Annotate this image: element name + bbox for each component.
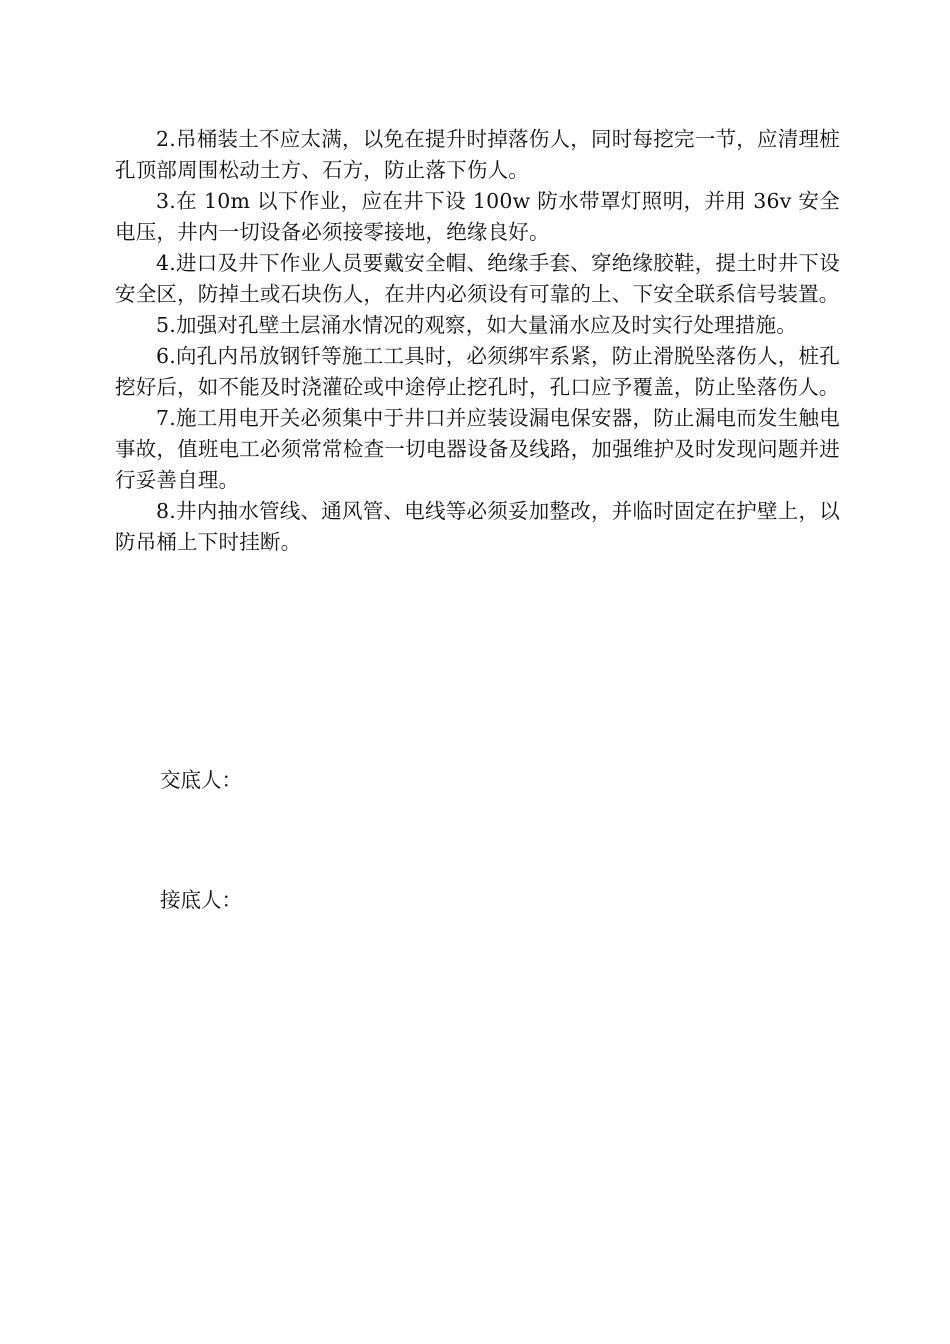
document-body [115,124,840,558]
paragraph-item-2: 2.吊桶装土不应太满，以免在提升时掉落伤人，同时每挖完一节，应清理桩孔顶部周围松动土方、石方，防止落下伤人。 [115,127,840,182]
paragraph-item-5: 5.加强对孔壁土层涌水情况的观察，如大量涌水应及时实行处理措施。 [156,313,797,337]
paragraph-item-4: 4.进口及井下作业人员要戴安全帽、绝缘手套、穿绝缘胶鞋，提土时井下设安全区，防掉土或石块伤人，在井内必须设有可靠的上、下安全联系信号装置。 [115,251,840,306]
paragraph-item-6: 6.向孔内吊放钢钎等施工工具时，必须绑牢系紧，防止滑脱坠落伤人，桩孔挖好后，如不能及时浇灌砼或中途停止挖孔时，孔口应予覆盖，防止坠落伤人。 [115,344,840,399]
briefer-signature-label: 交底人： [160,768,242,792]
paragraph-item-3: 3.在 10m 以下作业，应在井下设 100w 防水带罩灯照明，并用 36v 安全电压，井内一切设备必须接零接地，绝缘良好。 [115,189,840,244]
paragraph-item-8: 8.井内抽水管线、通风管、电线等必须妥加整改，并临时固定在护壁上，以防吊桶上下时挂断。 [115,499,840,554]
paragraph-item-7: 7.施工用电开关必须集中于井口并应装设漏电保安器，防止漏电而发生触电事故，值班电工必须常常检查一切电器设备及线路，加强维护及时发现问题并进行妥善自理。 [115,406,840,492]
receiver-signature-label: 接底人： [160,888,242,912]
